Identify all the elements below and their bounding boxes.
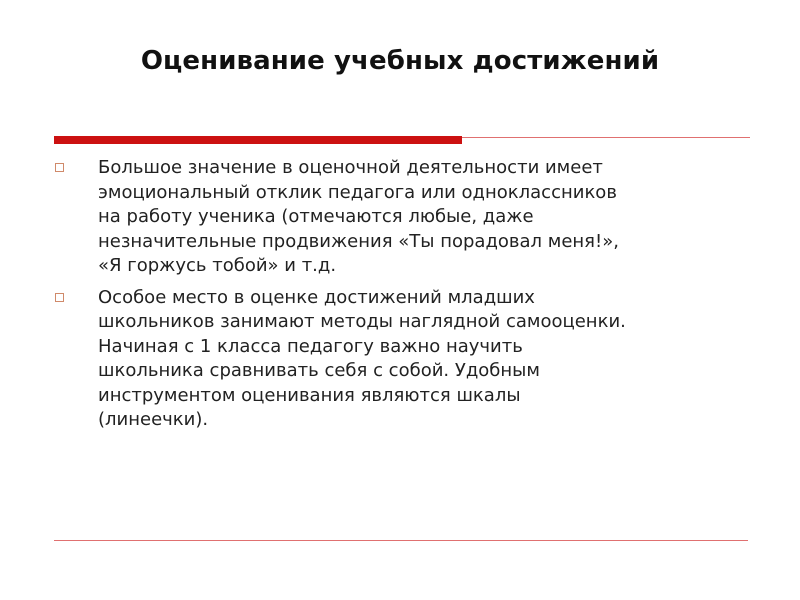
bullet-2-line-1: Особое место в оценке достижений младших <box>98 286 535 308</box>
bullet-2-line-3: Начиная с 1 класса педагогу важно научить <box>98 335 523 357</box>
bullet-item-1 <box>54 156 754 279</box>
bullet-2-line-5: инструментом оценивания являются шкалы <box>98 384 521 406</box>
bullet-list <box>54 156 754 440</box>
square-bullet-icon <box>55 163 64 172</box>
slide-title: Оценивание учебных достижений <box>140 46 660 76</box>
bullet-1-line-2: эмоциональный отклик педагога или одноклассников <box>98 181 617 203</box>
bullet-1-line-4: незначительные продвижения «Ты порадовал меня!», <box>98 230 619 252</box>
bullet-2-line-4: школьника сравнивать себя с собой. Удобным <box>98 360 540 381</box>
title-underline-thin <box>462 137 750 138</box>
bullet-1-line-5: «Я горжусь тобой» и т.д. <box>98 255 337 276</box>
footer-divider <box>54 540 748 541</box>
title-underline-thick <box>54 136 462 144</box>
bullet-item-2 <box>54 286 754 433</box>
bullet-1-line-1: Большое значение в оценочной деятельности имеет <box>98 157 603 178</box>
square-bullet-icon <box>55 293 64 302</box>
bullet-1-line-3: на работу ученика (отмечаются любые, даже <box>98 206 534 227</box>
bullet-2-line-2: школьников занимают методы наглядной самооценки. <box>98 311 626 332</box>
bullet-2-line-6: (линеечки). <box>98 409 209 430</box>
